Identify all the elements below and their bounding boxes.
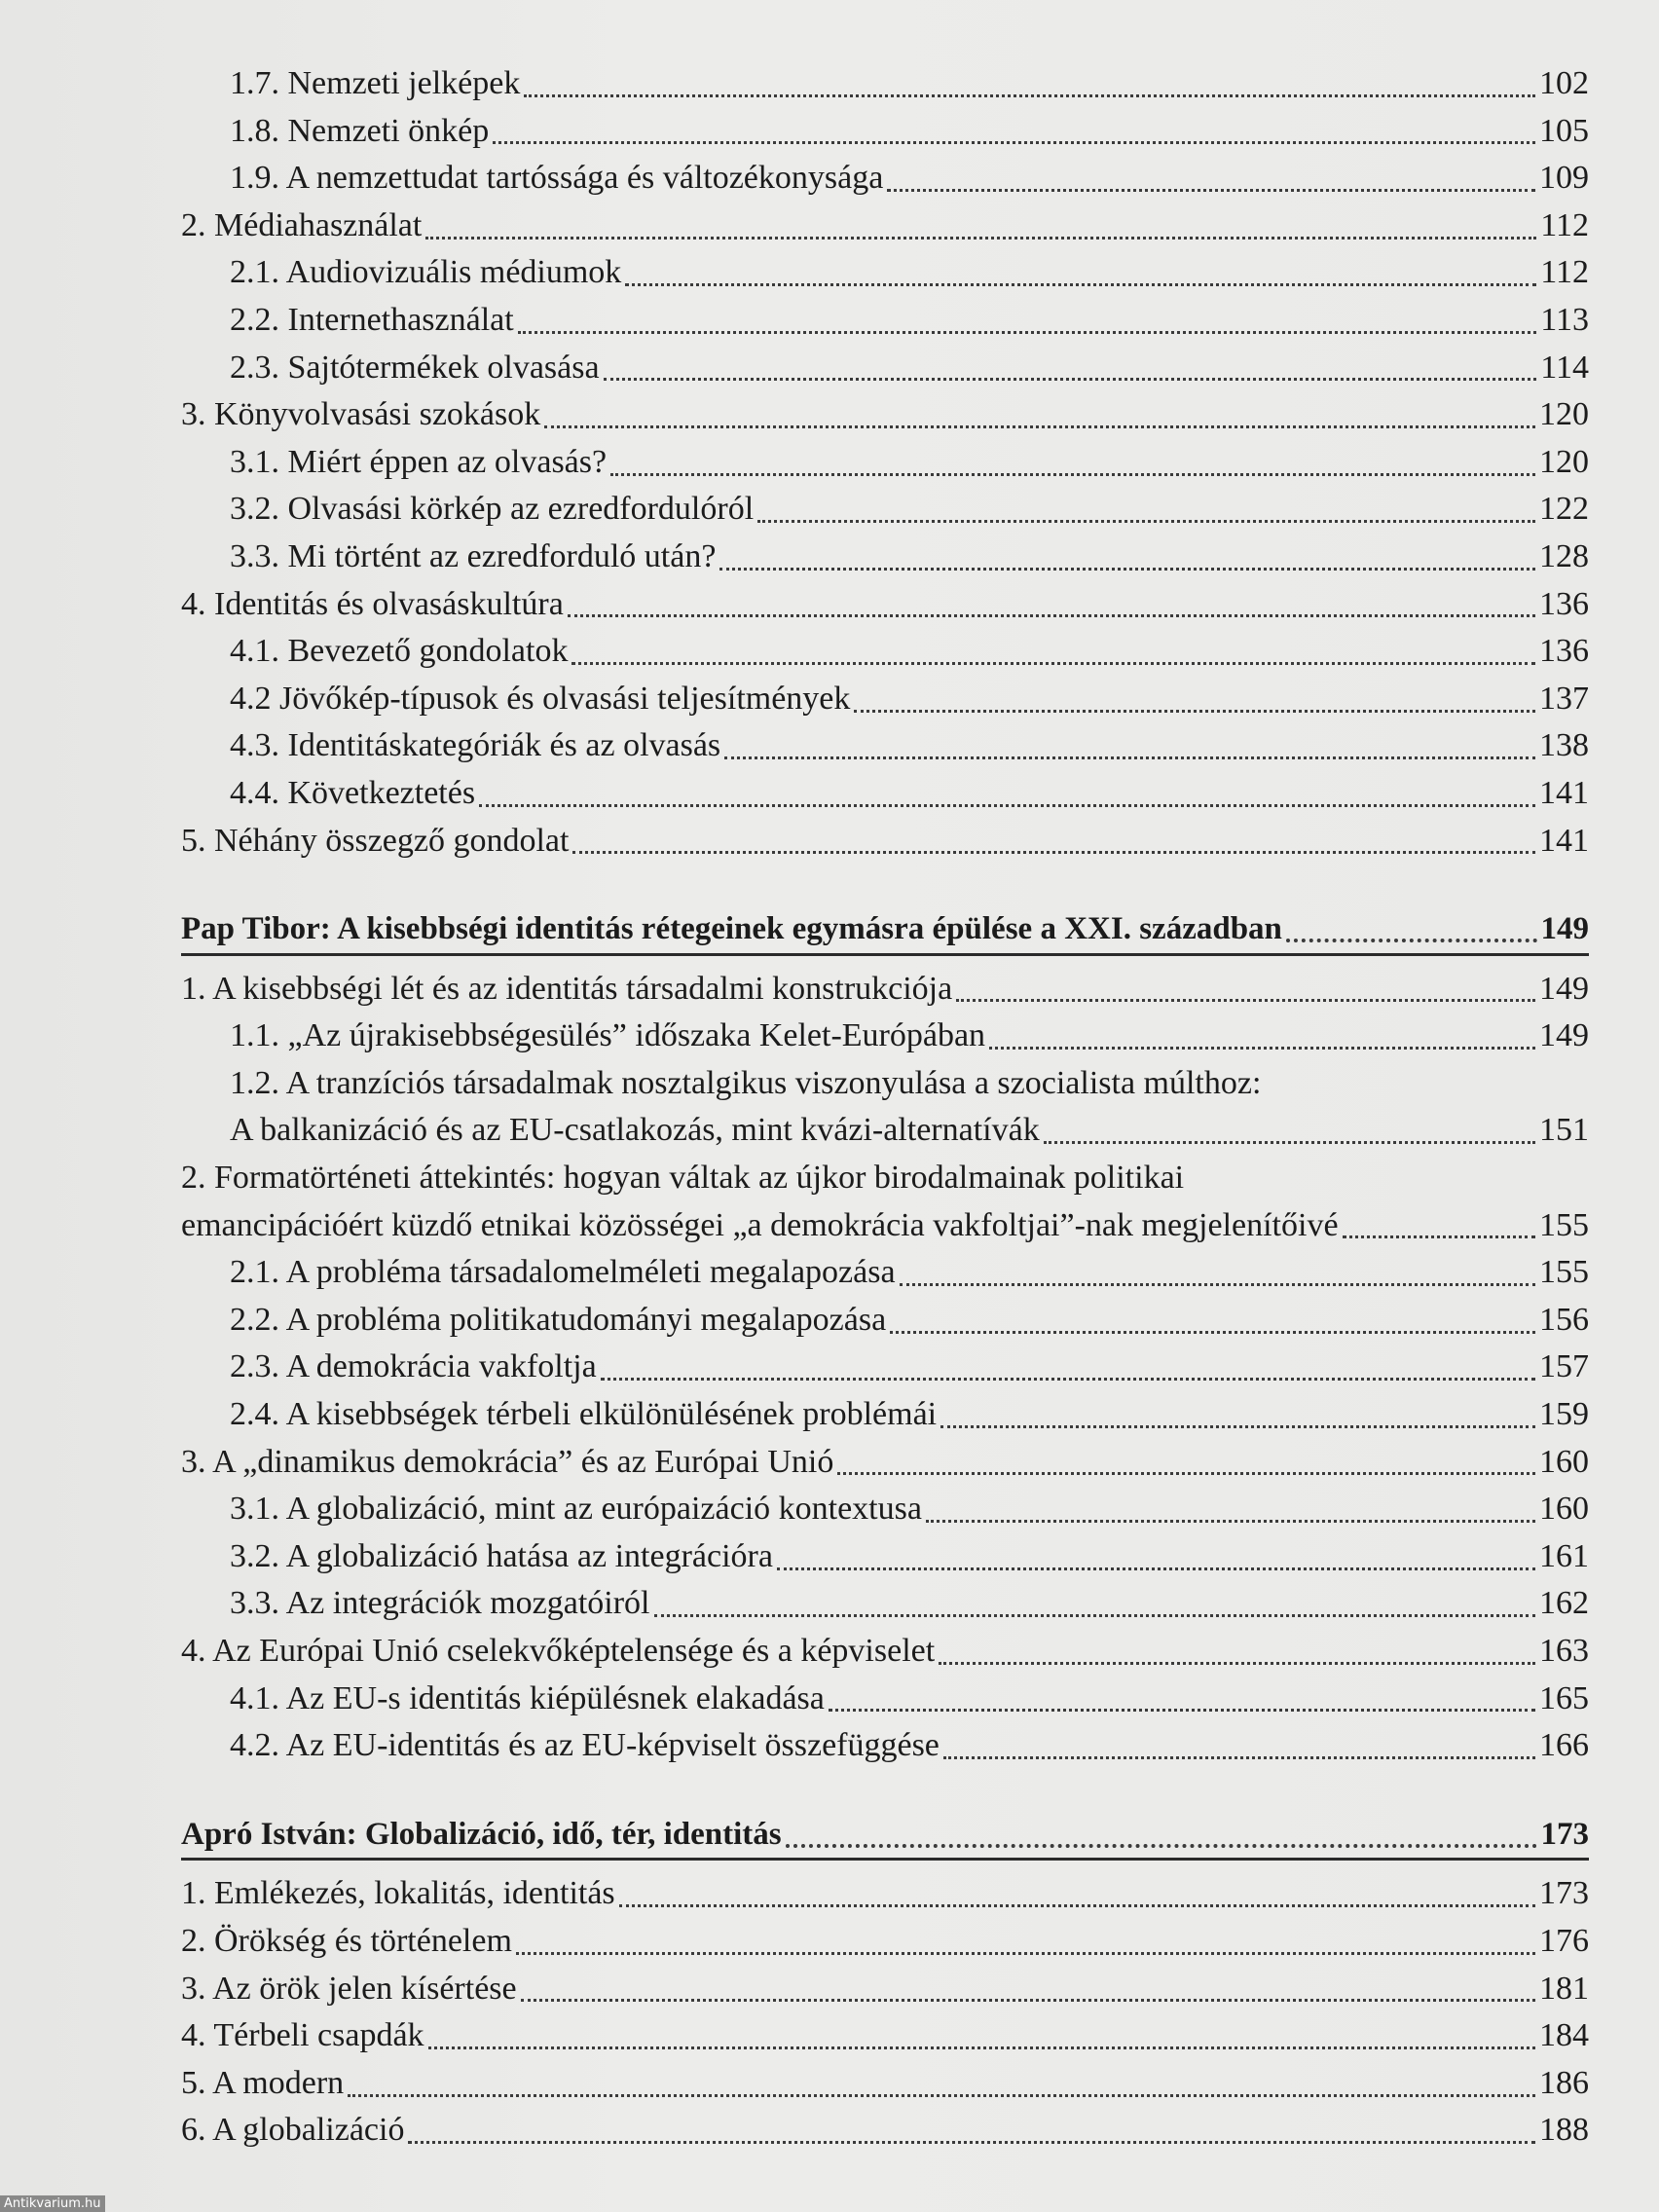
dot-leader <box>518 331 1537 334</box>
entry-title: 2. Médiahasználat <box>181 206 423 243</box>
entry-title: 4.2 Jövőkép-típusok és olvasási teljesítmények <box>230 680 851 717</box>
entry-title: 1. A kisebbségi lét és az identitás társadalmi konstrukciója <box>181 970 953 1007</box>
toc-entry <box>181 581 1589 629</box>
toc-entry <box>181 2107 1589 2155</box>
entry-title: 4. Térbeli csapdák <box>181 2017 424 2054</box>
toc-entry <box>181 155 1589 203</box>
entry-title: 3.2. A globalizáció hatása az integrációra <box>230 1537 773 1574</box>
entry-title: 2. Örökség és történelem <box>181 1922 512 1959</box>
dot-leader <box>956 999 1535 1002</box>
entry-page: 149 <box>1539 970 1589 1007</box>
dot-leader <box>900 1283 1535 1286</box>
toc-entry <box>181 1918 1589 1966</box>
dot-leader <box>939 1662 1535 1665</box>
entry-title: 2.2. Internethasználat <box>230 301 514 338</box>
entry-title: 1.8. Nemzeti önkép <box>230 112 490 149</box>
entry-page: 160 <box>1539 1491 1589 1528</box>
entry-page: 102 <box>1539 65 1589 101</box>
entry-title: 5. A modern <box>181 2064 345 2101</box>
section-gap <box>181 865 1589 905</box>
entry-title: 3.1. Miért éppen az olvasás? <box>230 443 608 480</box>
entry-page: 113 <box>1540 301 1589 338</box>
chapter-rule <box>181 953 1589 956</box>
entry-page: 166 <box>1539 1727 1589 1764</box>
dot-leader <box>521 1999 1535 2002</box>
toc-entry <box>181 534 1589 581</box>
toc-entry <box>181 770 1589 818</box>
chapter-page: 173 <box>1540 1816 1589 1852</box>
chapter-heading <box>181 905 1589 953</box>
dot-leader <box>786 1844 1537 1848</box>
toc-entry <box>181 2012 1589 2060</box>
entry-page: 161 <box>1539 1537 1589 1574</box>
entry-title: 1.9. A nemzettudat tartóssága és változékonysága <box>230 160 884 197</box>
dot-leader <box>408 2141 1535 2144</box>
toc-entry <box>181 818 1589 866</box>
toc-entry <box>181 2060 1589 2108</box>
entry-title: 4. Az Európai Unió cselekvőképtelensége és a képviselet <box>181 1633 936 1669</box>
entry-title: 1.1. „Az újrakisebbségesülés” időszaka Kelet-Európában <box>230 1017 986 1054</box>
dot-leader <box>1343 1235 1535 1238</box>
dot-leader <box>493 141 1535 144</box>
entry-page: 120 <box>1539 443 1589 480</box>
entry-title: 5. Néhány összegző gondolat <box>181 822 570 859</box>
entry-title: 3.3. Mi történt az ezredforduló után? <box>230 537 717 574</box>
entry-page: 160 <box>1539 1443 1589 1480</box>
dot-leader <box>1286 939 1537 942</box>
toc-entry <box>181 1439 1589 1487</box>
entry-title: 3.1. A globalizáció, mint az európaizáció kontextusa <box>230 1491 922 1528</box>
section-gap <box>181 1770 1589 1811</box>
toc-entry <box>181 1628 1589 1676</box>
entry-title: emancipációért küzdő etnikai közösségei „a demokrácia vakfoltjai”-nak megjelenítőivé <box>181 1206 1339 1243</box>
dot-leader <box>425 237 1536 240</box>
entry-title: A balkanizáció és az EU-csatlakozás, mint kvázi-alternatívák <box>230 1112 1040 1149</box>
toc-entry <box>181 1966 1589 2013</box>
entry-page: 165 <box>1539 1679 1589 1716</box>
entry-title: 2.2. A probléma politikatudományi megalapozása <box>230 1301 887 1338</box>
entry-title: 2.3. A demokrácia vakfoltja <box>230 1348 597 1385</box>
toc-entry <box>181 60 1589 108</box>
toc-entry <box>181 249 1589 297</box>
dot-leader <box>757 520 1535 523</box>
dot-leader <box>724 756 1535 759</box>
entry-page: 159 <box>1539 1396 1589 1433</box>
toc-entry <box>181 486 1589 534</box>
entry-title: 4.3. Identitáskategóriák és az olvasás <box>230 727 721 764</box>
entry-title: 3. Könyvolvasási szokások <box>181 396 541 433</box>
entry-title: 2.1. A probléma társadalomelméleti megalapozása <box>230 1254 896 1291</box>
toc-entry <box>181 676 1589 723</box>
dot-leader <box>428 2046 1535 2049</box>
entry-page: 173 <box>1539 1875 1589 1912</box>
dot-leader <box>989 1047 1535 1050</box>
entry-page: 176 <box>1539 1922 1589 1959</box>
toc-entry <box>181 345 1589 392</box>
toc-entry <box>181 391 1589 439</box>
entry-page: 188 <box>1539 2112 1589 2149</box>
dot-leader <box>572 851 1535 854</box>
entry-page: 162 <box>1539 1585 1589 1622</box>
dot-leader <box>604 378 1537 381</box>
toc-entry <box>181 108 1589 156</box>
chapter-title: Pap Tibor: A kisebbségi identitás rétegeinek egymásra épülése a XXI. században <box>181 911 1282 947</box>
entry-page: 155 <box>1539 1254 1589 1291</box>
entry-page: 157 <box>1539 1348 1589 1385</box>
dot-leader <box>601 1378 1535 1381</box>
toc-entry <box>181 1249 1589 1297</box>
entry-page: 181 <box>1539 1970 1589 2007</box>
entry-page: 105 <box>1539 112 1589 149</box>
dot-leader <box>837 1472 1535 1475</box>
entry-title: 3. Az örök jelen kísértése <box>181 1970 517 2007</box>
entry-title: 2.1. Audiovizuális médiumok <box>230 254 622 291</box>
dot-leader <box>571 662 1535 665</box>
toc-entry <box>181 1202 1589 1250</box>
entry-title: 1.2. A tranzíciós társadalmak nosztalgikus viszonyulása a szocialista múlthoz: <box>230 1064 1262 1101</box>
toc-entry <box>181 1722 1589 1770</box>
entry-page: 122 <box>1539 491 1589 528</box>
entry-title: 4.1. Az EU-s identitás kiépülésnek elakadása <box>230 1679 825 1716</box>
entry-title: 2. Formatörténeti áttekintés: hogyan váltak az újkor birodalmainak politikai <box>181 1160 1185 1197</box>
toc-entry <box>181 722 1589 770</box>
toc-entry <box>181 966 1589 1014</box>
toc-entry <box>181 297 1589 345</box>
toc-entry <box>181 1297 1589 1345</box>
entry-page: 136 <box>1539 633 1589 670</box>
toc-entry <box>181 1013 1589 1060</box>
entry-page: 163 <box>1539 1633 1589 1669</box>
entry-page: 155 <box>1539 1206 1589 1243</box>
dot-leader <box>943 1756 1535 1759</box>
dot-leader <box>926 1520 1535 1523</box>
toc-entry <box>181 1391 1589 1439</box>
dot-leader <box>1044 1141 1535 1144</box>
dot-leader <box>829 1709 1535 1712</box>
dot-leader <box>777 1567 1535 1570</box>
entry-title: 1. Emlékezés, lokalitás, identitás <box>181 1875 615 1912</box>
toc-entry <box>181 1870 1589 1918</box>
dot-leader <box>479 804 1535 807</box>
dot-leader <box>940 1425 1535 1428</box>
entry-page: 114 <box>1540 349 1589 386</box>
entry-title: 4.4. Következtetés <box>230 774 476 811</box>
dot-leader <box>625 283 1536 286</box>
entry-title: 4.2. Az EU-identitás és az EU-képviselt összefüggése <box>230 1727 940 1764</box>
dot-leader <box>887 189 1535 192</box>
dot-leader <box>516 1952 1535 1955</box>
entry-title: 3.3. Az integrációk mozgatóiról <box>230 1585 650 1622</box>
toc-entry <box>181 1533 1589 1581</box>
entry-page: 141 <box>1539 822 1589 859</box>
entry-page: 184 <box>1539 2017 1589 2054</box>
dot-leader <box>524 94 1535 97</box>
dot-leader <box>854 710 1535 713</box>
toc-entry <box>181 203 1589 250</box>
dot-leader <box>544 425 1535 428</box>
entry-title: 4. Identitás és olvasáskultúra <box>181 585 564 622</box>
entry-page: 112 <box>1540 206 1589 243</box>
entry-title: 2.4. A kisebbségek térbeli elkülönülésének problémái <box>230 1396 938 1433</box>
entry-page: 112 <box>1540 254 1589 291</box>
entry-title: 3. A „dinamikus demokrácia” és az Európai Unió <box>181 1443 834 1480</box>
entry-title: 2.3. Sajtótermékek olvasása <box>230 349 600 386</box>
toc-entry <box>181 1676 1589 1723</box>
dot-leader <box>568 614 1535 617</box>
entry-page: 151 <box>1539 1112 1589 1149</box>
entry-page: 186 <box>1539 2064 1589 2101</box>
toc-entry <box>181 1107 1589 1155</box>
entry-page: 149 <box>1539 1017 1589 1054</box>
dot-leader <box>348 2094 1535 2097</box>
dot-leader <box>610 473 1535 476</box>
entry-title: 6. A globalizáció <box>181 2112 405 2149</box>
dot-leader <box>654 1614 1536 1617</box>
toc-entry <box>181 1060 1589 1108</box>
toc-entry <box>181 1155 1589 1202</box>
table-of-contents <box>181 60 1589 2155</box>
entry-page: 138 <box>1539 727 1589 764</box>
chapter-page: 149 <box>1540 911 1589 947</box>
entry-title: 1.7. Nemzeti jelképek <box>230 65 521 101</box>
chapter-rule <box>181 1858 1589 1861</box>
entry-page: 136 <box>1539 585 1589 622</box>
toc-entry <box>181 1486 1589 1533</box>
toc-entry <box>181 1580 1589 1628</box>
chapter-title: Apró István: Globalizáció, idő, tér, identitás <box>181 1816 782 1852</box>
toc-entry <box>181 439 1589 487</box>
dot-leader <box>719 568 1535 571</box>
toc-entry <box>181 628 1589 676</box>
entry-page: 109 <box>1539 160 1589 197</box>
entry-page: 128 <box>1539 537 1589 574</box>
entry-title: 4.1. Bevezető gondolatok <box>230 633 569 670</box>
entry-page: 120 <box>1539 396 1589 433</box>
toc-entry <box>181 1344 1589 1391</box>
dot-leader <box>619 1904 1535 1907</box>
entry-page: 156 <box>1539 1301 1589 1338</box>
watermark: Antikvarium.hu <box>0 2195 105 2212</box>
entry-page: 137 <box>1539 680 1589 717</box>
entry-page: 141 <box>1539 774 1589 811</box>
entry-title: 3.2. Olvasási körkép az ezredfordulóról <box>230 491 755 528</box>
dot-leader <box>890 1331 1535 1334</box>
chapter-heading <box>181 1811 1589 1859</box>
